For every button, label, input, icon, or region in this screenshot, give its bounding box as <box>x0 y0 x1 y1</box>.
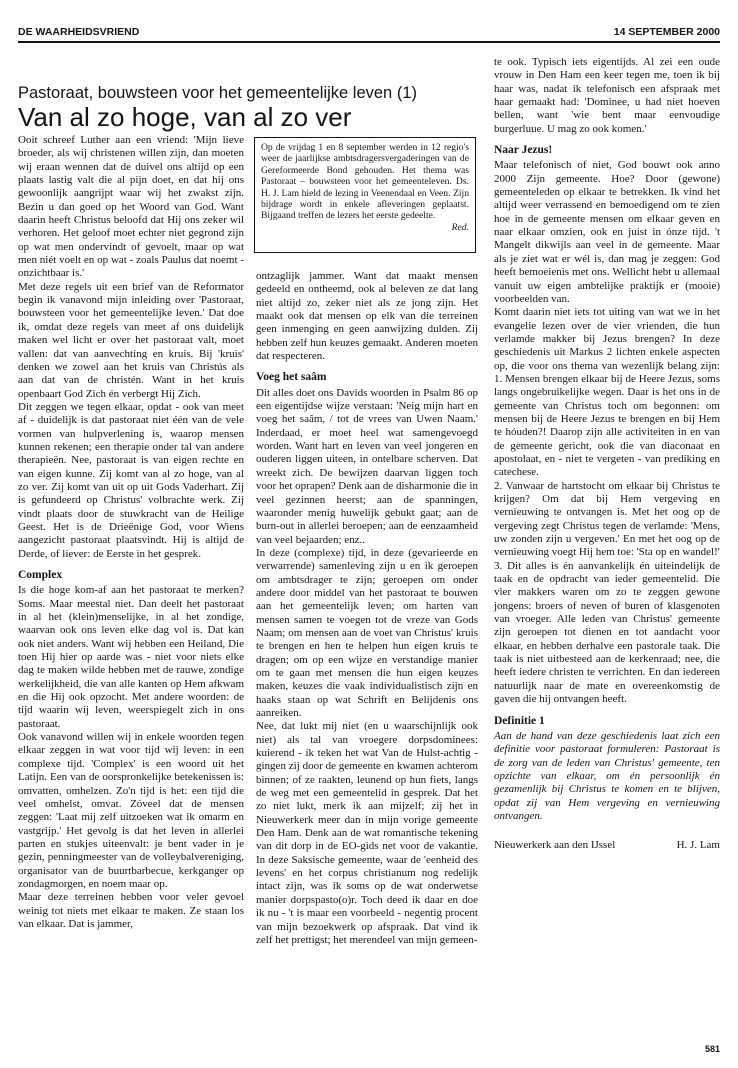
publication-name: DE WAARHEIDSVRIEND <box>18 26 140 38</box>
signature-line <box>494 839 720 852</box>
paragraph: Maar telefonisch of niet, God bouwt ook anno 2000 Zijn gemeente. Hoe? Door (gewone) gemeenteleden op elkaar te betrekken. Ik vind het altijd weer verrassend en bemoedigend om te zien hoe in de gemeente mensen om elkaar geven en naar elkaar omzien, ook en juist in ónze tijd. 't Mangelt dikwijls aan veel in de gemeente. Maar als je ziet wat er wél is, dan mag je zeggen: God heeft bemoeienis met ons. Wellicht hebt u allemaal vanuit uw eigen ambtelijke praktijk er (mooie) voorbeelden van. <box>494 159 720 305</box>
column-3 <box>494 56 720 853</box>
article-title: Van al zo hoge, van al zo ver <box>18 102 352 132</box>
paragraph: Is die hoge kom-af aan het pastoraat te merken? Soms. Maar meestal niet. Dan deelt het pastoraat in al het (klein)menselijke, in al het zondige, waarvan ook ons leven elke dag vol is. Dat kan ook niet anders. Want wij hebben een Heiland, Die toen Hij hier op aarde was - niet voor niets elke dag te maken wilde hebben met de rauwe, zondige werkelijkheid, die van alle kanten op Hem afkwam en die Hij ook opzocht. Met andere woorden: de tijd waarin wij leven, weerspiegelt zich in ons pastoraat. <box>18 584 244 730</box>
issue-date: 14 SEPTEMBER 2000 <box>613 26 720 38</box>
paragraph: te ook. Typisch iets eigentijds. Al zei een oude vrouw in Den Ham een keer tegen me, toen ik bij haar was, nadat ik telefonisch een afspraak met haar gemaakt had: 'Dominee, u had niet hoeven bellen, want 'wie bent maar eenvoudige burgerluue. U mag zo ook komen.' <box>494 56 720 135</box>
paragraph: Ooit schreef Luther aan een vriend: 'Mijn lieve broeder, als wij christenen willen zijn, dan moeten wij eraan wennen dat de duivel ons altijd op een plaats lastig valt die al pijn doet, en dat hij ons gewoonlijk aangrijpt waar wij het zwakst zijn. Bezin u dan goed op het Woord van God. Want daarin heeft Christus beloofd dat Hij ons zeker wil verhoren. Het geloof moet echter niet gegrond zijn op wat men ondervindt of gevoelt, maar op wat men niét voelt en op wat - zoals Paulus dat noemt - onzichtbaar is.' <box>18 134 244 280</box>
paragraph: Komt daarin niet iets tot uiting van wat we in het evangelie lezen over de vier vrienden, die hun verlamde makker bij Jezus brengen? In deze geschiedenis uit Markus 2 lichten enkele aspecten op, die voor ons thema van wezenlijk belang zijn: 1. Mensen brengen elkaar bij de Heere Jezus, soms langs ongebruikelijke wegen. Daar is het ons in de gemeente van Christus toch om begonnen: om mensen bij de Heere Jezus te brengen en bij Hem te hóuden?! Daarop zijn alle activiteiten in en van de gemeente gericht, ook die van diaconaat en apostolaat, en - niet te vergeten - van prediking en catechese. <box>494 306 720 479</box>
article-kicker: Pastoraat, bouwsteen voor het gemeentelijke leven (1) <box>18 84 417 102</box>
intro-box <box>254 137 476 253</box>
column-1 <box>18 134 244 931</box>
subheading-definitie: Definitie 1 <box>494 714 545 727</box>
page-header <box>18 26 720 43</box>
paragraph: ontzaglijk jammer. Want dat maakt mensen gedeeld en ontheemd, ook al beleven ze dat lang niet altijd zo, zeker niet als ze jong zijn. Het maakt ook dat mensen op elk van die terreinen geen inmenging en geen aanwijzing dulden. Zij hebben zelf hun keuzes gemaakt. Anderen moeten dat respecteren. <box>256 270 478 363</box>
author-name: H. J. Lam <box>676 839 720 852</box>
subheading-voeg-het-saam: Voeg het saâm <box>256 371 327 384</box>
subheading-complex: Complex <box>18 569 63 581</box>
paragraph: 3. Dit alles is én aanvankelijk én uiteindelijk de taak en de opdracht van ieder gemeentelid. Die vier makkers waren om zo te zeggen gewone jongens: broers of neven of buren of klasgenoten van vroeger. Alle leden van Christus' gemeente zijn geroepen tot dienen en tot aandacht voor elkaar, en hebben derhalve een pastorale taak. Die taak is niet uitbesteed aan de kerkenraad; nee, die heeft iedere christen te verrichten. En dan iedereen natuurlijk naar de mate en overeenkomstig de gaven die hij ontvangen heeft. <box>494 559 720 706</box>
paragraph: Ook vanavond willen wij in enkele woorden tegen elkaar zeggen in wat voor tijd wij leven: in een complexe tijd. 'Complex' is een woord uit het Latijn. Een van de oorspronkelijke betekenissen is: omvatten, omhelzen. Zo'n tijd is het: een tijd die veel omhelst, omvat. Zóveel dat de mensen zeggen: 'Laat mij zelf uitzoeken wat ik omarm en vastgrijp.' Het gevolg is dat het leven in allerlei parten en stukjes uiteenvalt: je bent vader in je gezin, penningmeester van de volleybalvereniging, organisator van de buurtbarbecue, kerkganger op zondagmorgen, en noem maar op. <box>18 731 244 890</box>
paragraph-definition: Aan de hand van deze geschiedenis laat zich een definitie voor pastoraat formuleren: Pastoraat is de zorg van de leden van Christus' gemeente, ten opzichte van elkaar, om én persoonlijk én gezamenlijk bij Christus te komen en te blijven, opdat zij van Hem vergeving en vernieuwing ontvangen. <box>494 729 720 822</box>
author-place: Nieuwerkerk aan den IJssel <box>494 839 616 852</box>
subheading-naar-jezus: Naar Jezus! <box>494 144 553 157</box>
paragraph: 2. Vanwaar de hartstocht om elkaar bij Christus te krijgen? Om dat bij Hem vergeving en vernieuwing te ontvangen is. Met het oog op de vergeving zegt Christus tegen de verlamde: 'Mens, uw zonden zijn u vergeven.' En met het oog op de vernieuwing voegt Hij hem toe: 'Sta op en wandel!' <box>494 479 720 559</box>
paragraph: Met deze regels uit een brief van de Reformator begin ik vanavond mijn inleiding over 'Pastoraat, bouwsteen voor het gemeentelijke leven.' Dat doe ik, omdat deze regels van meet af ons duidelijk maken wel licht er over het pastoraat valt, moet vallen: dat van aanvechting en kruis. Bij 'kruis' denken we zowel aan het kruis van Christús als aan dat van de christén. Want in het kruis openbaart God Zich én verbergt Hij Zich. <box>18 280 244 400</box>
page-number: 581 <box>704 1044 720 1054</box>
paragraph: Dit alles doet ons Davids woorden in Psalm 86 op een eigentijdse wijze verstaan: 'Neig mijn hart en voeg het saâm, / tot de vrees van Uwen Naam.' Inderdaad, er moet heel wat samengevoegd worden. Want hart en leven van veel jongeren en ouderen liggen uiteen, in ontelbare scherven. Dat wreekt zich. De bewijzen daarvan liggen toch voor het oprapen? Denk aan de disharmonie die in veel gezinnen heerst; aan de spanningen, waaronder menig huwelijk gebukt gaat; aan de burn-out in allerlei beroepen; aan de eenzaamheid van veel bejaarden; enz.. <box>256 386 478 546</box>
paragraph: Dit zeggen we tegen elkaar, opdat - ook van meet af - duidelijk is dat pastoraat niet één van de vele vormen van hulpverlening is, waarop mensen kunnen rekenen; een therapie onder tal van andere therapieën. Nee, pastoraat is van eigen rechte en van eigen kunne. Zij komt van al zo hoge, van al zo ver. Zij komt van uit op uit Gods Vaderhart. Zij is gefundeerd op Christus' volbrachte werk. Zij vindt plaats door de stuwkracht van de Heilige Geest. Het is de Drieënige God, voor Wiens aangezicht pastoraat plaatsvindt. Hij is altijd de Derde, of liever: de Eerste in het gesprek. <box>18 400 244 560</box>
intro-signoff: Red. <box>451 221 469 233</box>
paragraph: In deze (complexe) tijd, in deze (gevarieerde en verwarrende) samenleving zijn u en ik geroepen om ambtsdrager te zijn; geroepen om onder andere door middel van het pastoraat te bouwen aan het gemeentelijk leven; om harten van mensen samen te voegen tot de vreze van Gods Naam; om mensen aan de voet van Christus' kruis te brengen en hen te helpen hun eigen kruis te dragen; om op een wijze en verstandige manier om te gaan met mensen die hun eigen keuzes maken, keuzes die vaak individualistisch zijn en haaks staan op wat Schrift en Belijdenis ons aanreiken. <box>256 546 478 719</box>
paragraph: Nee, dat lukt mij niet (en u waarschijnlijk ook niet) als tal van vroegere dorpsdominees: kuierend - ik teken het wat Van de Hulst-achtig - gingen zij door de gemeente en kwamen achterom binnen; of ze raakten, leunend op hun fiets, langs de weg met een gemeentelid in gesprek. Dat het zo niet lukt, merk ik aan mijzelf; zij het in Nieuwerkerk meer dan in mijn vorige gemeente Den Ham. Denk aan de wat romantische tekening van dit dorp in de EO-gids net voor de vakantie. In deze Saksische gemeente, waar de 'eenheid des levens' en het corpus christianum nog redelijk intact zijn, was ik soms op de wat onderwetse manier dorpspasto(o)r. Toch deed ik daar en doe ik nu - 't is maar een voorbeeld - negentig procent van mijn bezoekwerk op afspraak. Dat vind ik zelf het prettigst; het merendeel van mijn gemeen- <box>256 720 478 946</box>
paragraph: Maar deze terreinen hebben voor veler gevoel weinig tot niets met elkaar te maken. Ze staan los van elkaar. Dat is jammer, <box>18 891 244 930</box>
column-2 <box>256 270 478 947</box>
intro-text: Op de vrijdag 1 en 8 september werden in 12 regio's weer de jaarlijkse ambtsdragersvergaderingen van de Gereformeerde Bond gehouden. Het thema was Pastoraat – bouwsteen voor het gemeenteleven. Ds. H. J. Lam hield de lezing in Veenendaal en Veen. Zijn bijdrage wordt in enkele afleveringen geplaatst. Bijgaand treffen de lezers het eerste gedeelte. <box>261 142 469 222</box>
